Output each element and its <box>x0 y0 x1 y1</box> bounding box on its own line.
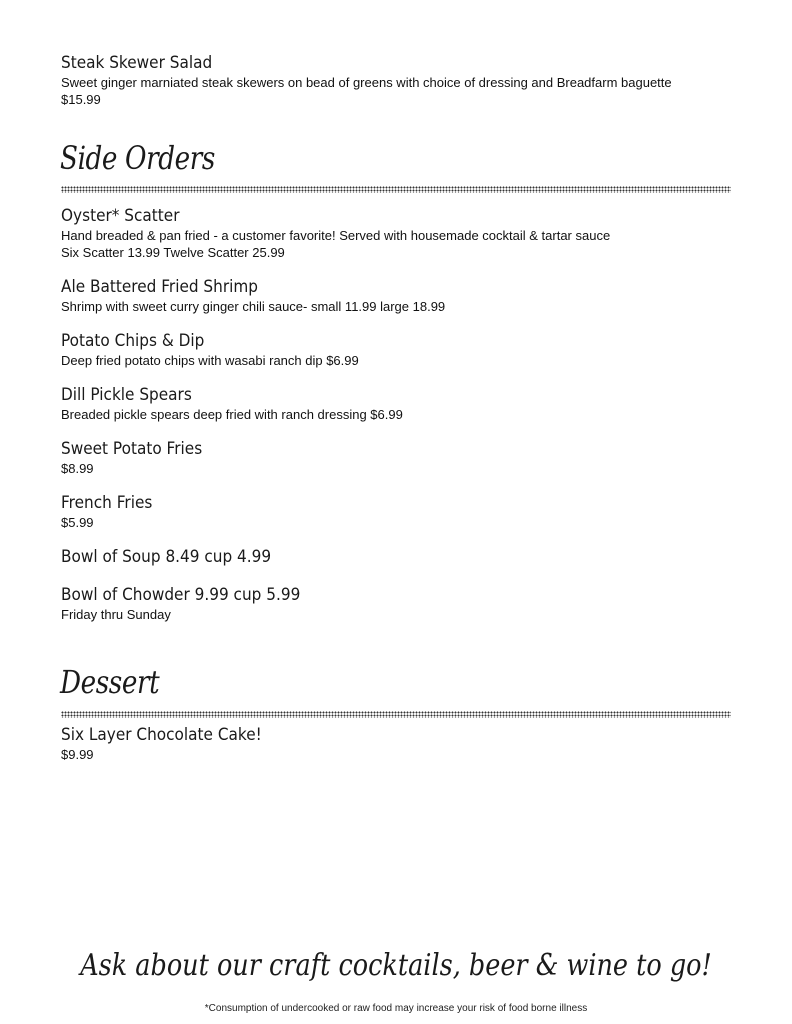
menu-item-sweet-potato-fries <box>61 439 761 477</box>
menu-item-potato-chips-dip <box>61 331 761 369</box>
section-divider <box>61 711 731 718</box>
menu-item-name: Bowl of Chowder 9.99 cup 5.99 <box>61 585 301 605</box>
menu-item-name: French Fries <box>61 493 153 513</box>
menu-item-steak-skewer-salad <box>61 53 761 108</box>
menu-item-description: Deep fried potato chips with wasabi ranch dip $6.99 <box>61 353 359 368</box>
menu-item-price: $8.99 <box>61 461 94 476</box>
menu-item-name: Steak Skewer Salad <box>61 53 213 73</box>
menu-item-price: $9.99 <box>61 747 94 762</box>
menu-item-description: Friday thru Sunday <box>61 607 171 622</box>
menu-item-description: Hand breaded & pan fried - a customer favorite! Served with housemade cocktail & tartar sauce <box>61 228 611 243</box>
food-safety-footnote: *Consumption of undercooked or raw food may increase your risk of food borne illness <box>204 1003 588 1014</box>
menu-item-description: Breaded pickle spears deep fried with ranch dressing $6.99 <box>61 407 403 422</box>
menu-item-name: Bowl of Soup 8.49 cup 4.99 <box>61 547 272 567</box>
menu-item-name: Oyster* Scatter <box>61 206 180 226</box>
section-divider <box>61 186 731 193</box>
menu-item-bowl-of-soup <box>61 547 761 567</box>
section-heading-dessert: Dessert <box>60 663 160 701</box>
menu-item-six-layer-chocolate-cake <box>61 725 761 763</box>
menu-item-name: Potato Chips & Dip <box>61 331 205 351</box>
menu-item-description: Shrimp with sweet curry ginger chili sauce- small 11.99 large 18.99 <box>61 299 446 314</box>
menu-item-name: Six Layer Chocolate Cake! <box>61 725 262 745</box>
menu-item-french-fries <box>61 493 761 531</box>
menu-item-oyster-scatter <box>61 206 761 261</box>
menu-item-description: Sweet ginger marniated steak skewers on bead of greens with choice of dressing and Breadfarm baguette $15.99 <box>61 75 672 107</box>
section-heading-side-orders: Side Orders <box>60 139 215 177</box>
menu-item-bowl-of-chowder <box>61 585 761 623</box>
menu-item-name: Sweet Potato Fries <box>61 439 203 459</box>
tagline: Ask about our craft cocktails, beer & wine to go! <box>80 948 712 983</box>
menu-item-price: Six Scatter 13.99 Twelve Scatter 25.99 <box>61 245 285 260</box>
menu-item-ale-battered-fried-shrimp <box>61 277 761 315</box>
menu-item-dill-pickle-spears <box>61 385 761 423</box>
menu-item-price: $5.99 <box>61 515 94 530</box>
menu-item-name: Ale Battered Fried Shrimp <box>61 277 259 297</box>
menu-item-name: Dill Pickle Spears <box>61 385 192 405</box>
